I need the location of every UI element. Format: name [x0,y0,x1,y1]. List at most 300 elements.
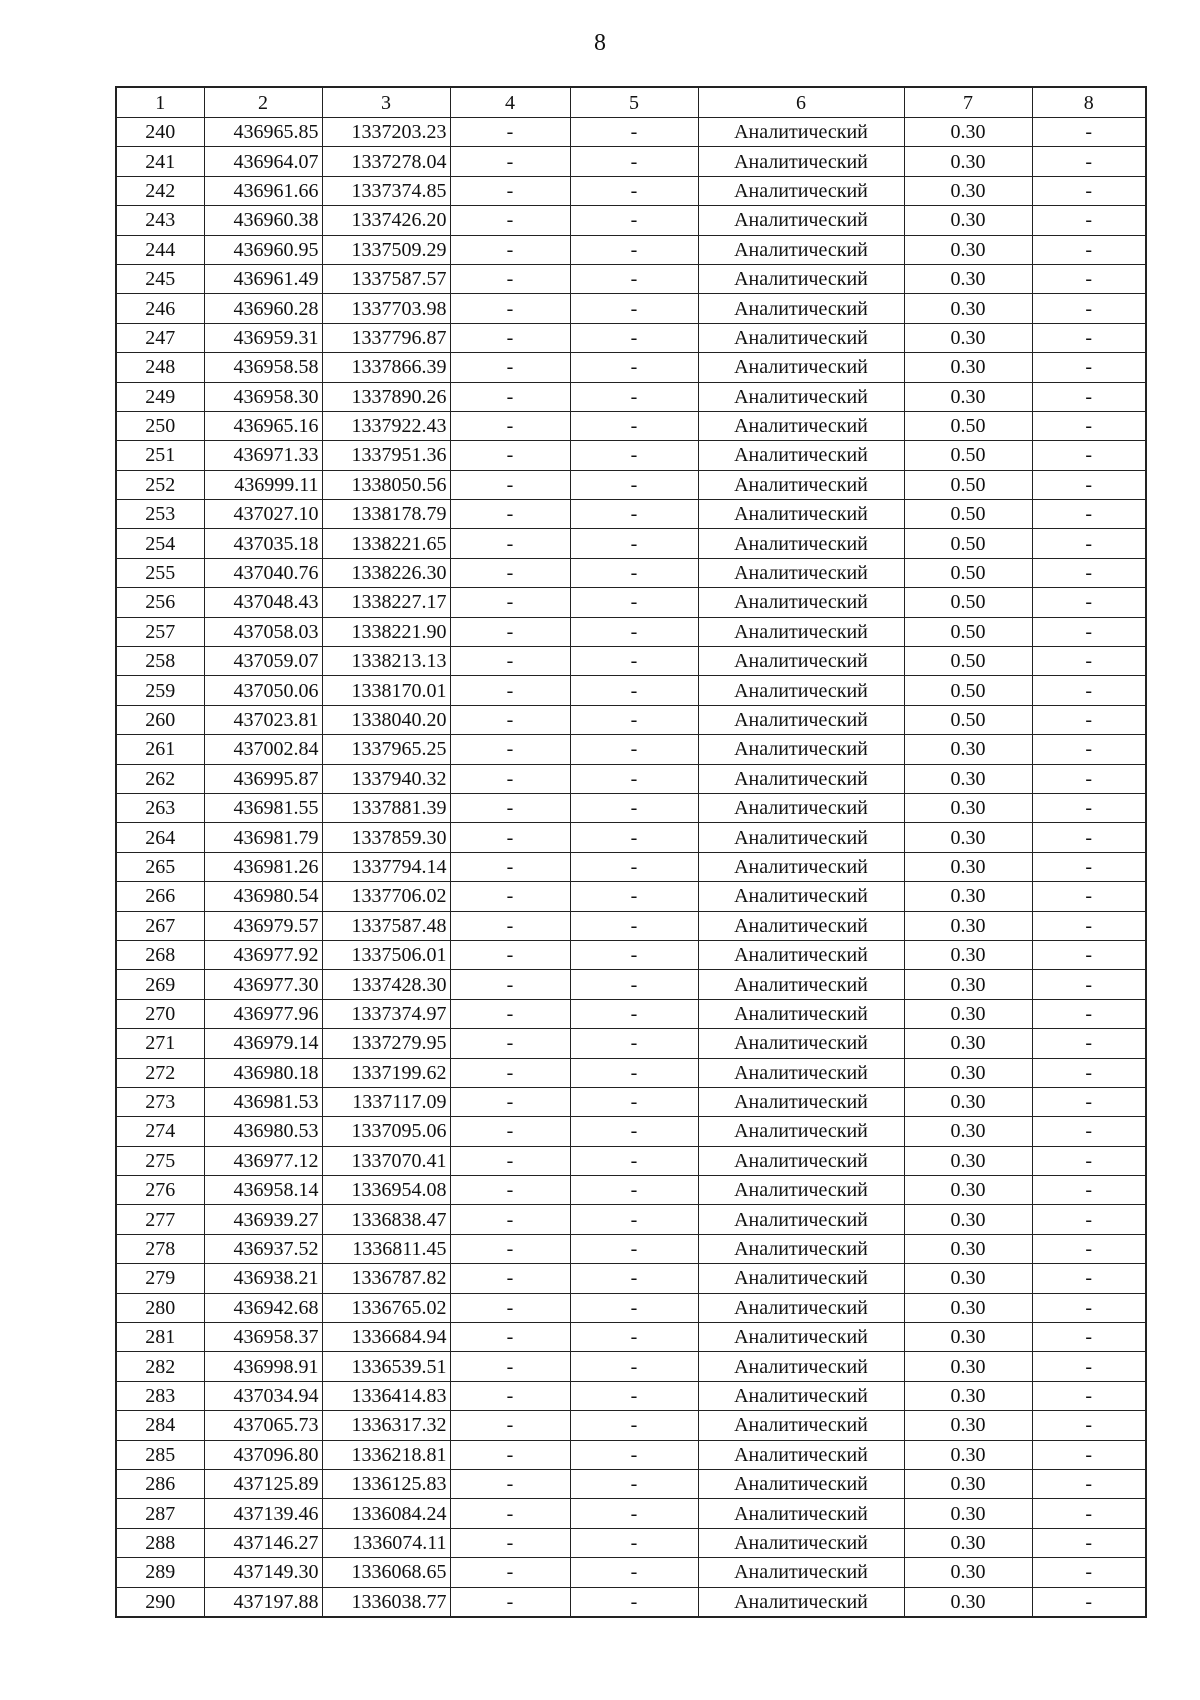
cell-col-5: - [570,676,698,705]
table-row [116,1528,1146,1557]
column-header-2: 2 [204,87,322,118]
cell-col-4: - [450,235,570,264]
cell-col-4: - [450,441,570,470]
cell-col-5: - [570,911,698,940]
cell-col-8: - [1032,558,1146,587]
cell-method: Аналитический [698,1440,904,1469]
table-row [116,353,1146,382]
cell-col-5: - [570,294,698,323]
cell-point-number: 252 [116,470,204,499]
cell-col-5: - [570,264,698,293]
cell-coord-y: 1336838.47 [322,1205,450,1234]
cell-point-number: 271 [116,1029,204,1058]
cell-method: Аналитический [698,235,904,264]
cell-method: Аналитический [698,1264,904,1293]
cell-method: Аналитический [698,470,904,499]
cell-coord-y: 1337922.43 [322,411,450,440]
cell-col-8: - [1032,823,1146,852]
cell-col-4: - [450,764,570,793]
column-header-1: 1 [116,87,204,118]
cell-coord-x: 437002.84 [204,735,322,764]
table-row [116,1558,1146,1587]
cell-accuracy: 0.50 [904,588,1032,617]
cell-col-5: - [570,353,698,382]
cell-method: Аналитический [698,764,904,793]
cell-coord-y: 1338221.65 [322,529,450,558]
cell-coord-y: 1337374.97 [322,999,450,1028]
cell-col-8: - [1032,529,1146,558]
cell-method: Аналитический [698,970,904,999]
cell-col-5: - [570,500,698,529]
cell-coord-x: 437048.43 [204,588,322,617]
cell-col-4: - [450,529,570,558]
cell-coord-y: 1336539.51 [322,1352,450,1381]
table-row [116,1440,1146,1469]
cell-point-number: 264 [116,823,204,852]
cell-col-8: - [1032,940,1146,969]
cell-point-number: 251 [116,441,204,470]
cell-coord-y: 1338040.20 [322,705,450,734]
cell-col-8: - [1032,1381,1146,1410]
cell-coord-y: 1338227.17 [322,588,450,617]
table-row [116,206,1146,235]
cell-coord-x: 436960.95 [204,235,322,264]
table-row [116,1029,1146,1058]
cell-col-8: - [1032,441,1146,470]
cell-accuracy: 0.50 [904,470,1032,499]
table-row [116,1117,1146,1146]
table-row [116,1087,1146,1116]
cell-coord-x: 436981.55 [204,793,322,822]
cell-method: Аналитический [698,1558,904,1587]
cell-point-number: 289 [116,1558,204,1587]
cell-accuracy: 0.30 [904,793,1032,822]
cell-col-4: - [450,294,570,323]
cell-col-5: - [570,323,698,352]
cell-col-5: - [570,970,698,999]
table-row [116,118,1146,147]
cell-coord-x: 436960.38 [204,206,322,235]
cell-col-8: - [1032,1176,1146,1205]
cell-point-number: 274 [116,1117,204,1146]
cell-col-4: - [450,1117,570,1146]
cell-col-5: - [570,823,698,852]
cell-coord-y: 1336068.65 [322,1558,450,1587]
cell-method: Аналитический [698,353,904,382]
cell-col-5: - [570,793,698,822]
cell-col-8: - [1032,1293,1146,1322]
cell-method: Аналитический [698,852,904,881]
cell-col-8: - [1032,1499,1146,1528]
cell-coord-x: 436980.18 [204,1058,322,1087]
cell-point-number: 283 [116,1381,204,1410]
cell-point-number: 262 [116,764,204,793]
cell-col-4: - [450,1293,570,1322]
cell-col-5: - [570,118,698,147]
cell-point-number: 276 [116,1176,204,1205]
cell-col-5: - [570,940,698,969]
cell-col-8: - [1032,235,1146,264]
cell-method: Аналитический [698,1323,904,1352]
cell-accuracy: 0.30 [904,1558,1032,1587]
table-row [116,1293,1146,1322]
cell-method: Аналитический [698,382,904,411]
cell-coord-y: 1336084.24 [322,1499,450,1528]
cell-coord-y: 1336414.83 [322,1381,450,1410]
cell-accuracy: 0.30 [904,1411,1032,1440]
cell-coord-x: 436964.07 [204,147,322,176]
cell-point-number: 242 [116,176,204,205]
cell-coord-x: 436965.16 [204,411,322,440]
cell-method: Аналитический [698,911,904,940]
column-header-3: 3 [322,87,450,118]
cell-col-5: - [570,411,698,440]
cell-col-4: - [450,911,570,940]
cell-col-8: - [1032,206,1146,235]
cell-accuracy: 0.30 [904,911,1032,940]
cell-method: Аналитический [698,705,904,734]
cell-col-4: - [450,118,570,147]
cell-accuracy: 0.30 [904,118,1032,147]
cell-accuracy: 0.30 [904,176,1032,205]
cell-accuracy: 0.50 [904,705,1032,734]
cell-accuracy: 0.30 [904,1499,1032,1528]
table-row [116,235,1146,264]
cell-col-4: - [450,1029,570,1058]
table-row [116,970,1146,999]
cell-col-4: - [450,1381,570,1410]
table-row [116,411,1146,440]
cell-accuracy: 0.30 [904,735,1032,764]
cell-coord-x: 436980.53 [204,1117,322,1146]
table-row [116,558,1146,587]
table-row [116,705,1146,734]
cell-accuracy: 0.30 [904,1440,1032,1469]
cell-accuracy: 0.30 [904,1176,1032,1205]
cell-coord-x: 436958.14 [204,1176,322,1205]
cell-coord-x: 436995.87 [204,764,322,793]
cell-point-number: 263 [116,793,204,822]
cell-col-4: - [450,735,570,764]
cell-coord-x: 436958.30 [204,382,322,411]
cell-point-number: 244 [116,235,204,264]
cell-point-number: 250 [116,411,204,440]
cell-col-4: - [450,323,570,352]
table-row [116,382,1146,411]
cell-col-4: - [450,617,570,646]
cell-col-4: - [450,1264,570,1293]
cell-col-5: - [570,1558,698,1587]
cell-accuracy: 0.50 [904,500,1032,529]
table-row [116,323,1146,352]
cell-coord-y: 1337587.48 [322,911,450,940]
table-row [116,647,1146,676]
cell-col-5: - [570,1146,698,1175]
cell-method: Аналитический [698,1087,904,1116]
cell-coord-y: 1337881.39 [322,793,450,822]
cell-coord-y: 1337117.09 [322,1087,450,1116]
table-row [116,764,1146,793]
cell-coord-y: 1336317.32 [322,1411,450,1440]
table-row [116,1176,1146,1205]
cell-accuracy: 0.30 [904,1587,1032,1617]
cell-col-8: - [1032,1087,1146,1116]
cell-method: Аналитический [698,323,904,352]
cell-col-8: - [1032,970,1146,999]
cell-point-number: 287 [116,1499,204,1528]
cell-point-number: 285 [116,1440,204,1469]
cell-col-4: - [450,647,570,676]
table-row [116,852,1146,881]
cell-coord-y: 1337703.98 [322,294,450,323]
table-row [116,1205,1146,1234]
table-row [116,1587,1146,1617]
cell-col-8: - [1032,1587,1146,1617]
cell-col-8: - [1032,118,1146,147]
cell-col-5: - [570,382,698,411]
cell-col-4: - [450,1499,570,1528]
cell-point-number: 261 [116,735,204,764]
table-row [116,793,1146,822]
cell-coord-x: 436999.11 [204,470,322,499]
table-row [116,470,1146,499]
cell-col-4: - [450,1146,570,1175]
cell-coord-y: 1337794.14 [322,852,450,881]
cell-col-8: - [1032,1469,1146,1498]
table-row [116,500,1146,529]
table-row [116,882,1146,911]
cell-coord-x: 436981.53 [204,1087,322,1116]
cell-coord-x: 436979.57 [204,911,322,940]
cell-accuracy: 0.30 [904,1381,1032,1410]
cell-coord-y: 1337095.06 [322,1117,450,1146]
cell-coord-x: 436979.14 [204,1029,322,1058]
cell-coord-x: 437040.76 [204,558,322,587]
cell-point-number: 273 [116,1087,204,1116]
cell-point-number: 270 [116,999,204,1028]
cell-method: Аналитический [698,617,904,646]
cell-point-number: 248 [116,353,204,382]
table-row [116,823,1146,852]
cell-point-number: 245 [116,264,204,293]
cell-col-8: - [1032,1558,1146,1587]
cell-coord-y: 1338050.56 [322,470,450,499]
cell-point-number: 290 [116,1587,204,1617]
cell-col-4: - [450,1587,570,1617]
cell-accuracy: 0.50 [904,441,1032,470]
cell-point-number: 275 [116,1146,204,1175]
cell-point-number: 243 [116,206,204,235]
cell-accuracy: 0.30 [904,235,1032,264]
cell-col-5: - [570,764,698,793]
cell-col-4: - [450,558,570,587]
cell-col-4: - [450,1411,570,1440]
table-header-row [116,87,1146,118]
cell-coord-y: 1337426.20 [322,206,450,235]
cell-col-5: - [570,1528,698,1557]
cell-coord-x: 437035.18 [204,529,322,558]
cell-accuracy: 0.30 [904,999,1032,1028]
cell-coord-y: 1337587.57 [322,264,450,293]
cell-col-8: - [1032,882,1146,911]
cell-coord-x: 437023.81 [204,705,322,734]
cell-col-4: - [450,411,570,440]
cell-method: Аналитический [698,529,904,558]
cell-coord-x: 437050.06 [204,676,322,705]
cell-method: Аналитический [698,588,904,617]
cell-col-8: - [1032,147,1146,176]
cell-method: Аналитический [698,294,904,323]
cell-method: Аналитический [698,647,904,676]
cell-point-number: 281 [116,1323,204,1352]
cell-coord-x: 436960.28 [204,294,322,323]
cell-col-4: - [450,1558,570,1587]
cell-col-8: - [1032,500,1146,529]
cell-accuracy: 0.30 [904,264,1032,293]
cell-coord-y: 1338226.30 [322,558,450,587]
cell-col-5: - [570,882,698,911]
cell-method: Аналитический [698,411,904,440]
cell-col-8: - [1032,323,1146,352]
cell-method: Аналитический [698,176,904,205]
cell-col-5: - [570,1587,698,1617]
column-header-6: 6 [698,87,904,118]
cell-method: Аналитический [698,1146,904,1175]
cell-method: Аналитический [698,735,904,764]
cell-method: Аналитический [698,1117,904,1146]
cell-method: Аналитический [698,1381,904,1410]
cell-method: Аналитический [698,1176,904,1205]
table-row [116,147,1146,176]
cell-col-8: - [1032,764,1146,793]
cell-coord-y: 1336218.81 [322,1440,450,1469]
cell-col-4: - [450,1528,570,1557]
cell-method: Аналитический [698,118,904,147]
cell-col-4: - [450,1352,570,1381]
cell-col-8: - [1032,1234,1146,1263]
cell-col-5: - [570,617,698,646]
cell-col-4: - [450,176,570,205]
cell-accuracy: 0.30 [904,147,1032,176]
cell-col-8: - [1032,1411,1146,1440]
cell-coord-x: 437096.80 [204,1440,322,1469]
cell-col-8: - [1032,1029,1146,1058]
cell-col-4: - [450,206,570,235]
cell-coord-x: 437139.46 [204,1499,322,1528]
cell-col-4: - [450,264,570,293]
cell-col-4: - [450,147,570,176]
cell-method: Аналитический [698,676,904,705]
column-header-5: 5 [570,87,698,118]
cell-coord-y: 1338213.13 [322,647,450,676]
cell-col-5: - [570,705,698,734]
cell-coord-y: 1337890.26 [322,382,450,411]
cell-col-4: - [450,1058,570,1087]
table-row [116,1058,1146,1087]
table-body [116,118,1146,1617]
cell-col-5: - [570,1176,698,1205]
cell-accuracy: 0.30 [904,1528,1032,1557]
cell-coord-x: 436977.92 [204,940,322,969]
cell-point-number: 241 [116,147,204,176]
table-row [116,1381,1146,1410]
cell-coord-x: 437034.94 [204,1381,322,1410]
cell-col-8: - [1032,647,1146,676]
table-row [116,176,1146,205]
cell-col-5: - [570,1440,698,1469]
cell-method: Аналитический [698,999,904,1028]
cell-point-number: 277 [116,1205,204,1234]
cell-coord-x: 437027.10 [204,500,322,529]
cell-col-8: - [1032,1205,1146,1234]
cell-col-5: - [570,647,698,676]
cell-col-5: - [570,1029,698,1058]
cell-coord-x: 436981.26 [204,852,322,881]
cell-method: Аналитический [698,1293,904,1322]
cell-col-8: - [1032,911,1146,940]
cell-col-5: - [570,1499,698,1528]
cell-accuracy: 0.30 [904,823,1032,852]
cell-col-5: - [570,1087,698,1116]
cell-col-8: - [1032,382,1146,411]
cell-coord-x: 437058.03 [204,617,322,646]
table-row [116,911,1146,940]
cell-col-5: - [570,1381,698,1410]
cell-col-8: - [1032,353,1146,382]
cell-col-5: - [570,735,698,764]
cell-col-4: - [450,676,570,705]
cell-col-5: - [570,588,698,617]
cell-method: Аналитический [698,1205,904,1234]
table-row [116,1264,1146,1293]
cell-coord-y: 1336787.82 [322,1264,450,1293]
cell-accuracy: 0.30 [904,1087,1032,1116]
cell-point-number: 247 [116,323,204,352]
cell-coord-y: 1337940.32 [322,764,450,793]
cell-point-number: 284 [116,1411,204,1440]
table-row [116,529,1146,558]
cell-col-5: - [570,235,698,264]
cell-point-number: 282 [116,1352,204,1381]
cell-point-number: 267 [116,911,204,940]
cell-col-4: - [450,1176,570,1205]
cell-method: Аналитический [698,1234,904,1263]
cell-coord-y: 1336038.77 [322,1587,450,1617]
cell-col-4: - [450,1205,570,1234]
cell-coord-x: 436958.58 [204,353,322,382]
cell-point-number: 265 [116,852,204,881]
cell-point-number: 256 [116,588,204,617]
cell-col-5: - [570,1058,698,1087]
cell-point-number: 280 [116,1293,204,1322]
table-row [116,1352,1146,1381]
cell-accuracy: 0.30 [904,882,1032,911]
cell-coord-y: 1337199.62 [322,1058,450,1087]
cell-col-4: - [450,470,570,499]
coordinates-table [115,86,1147,1618]
cell-col-8: - [1032,470,1146,499]
cell-col-8: - [1032,852,1146,881]
cell-point-number: 255 [116,558,204,587]
cell-accuracy: 0.30 [904,1234,1032,1263]
cell-accuracy: 0.30 [904,323,1032,352]
cell-coord-y: 1337866.39 [322,353,450,382]
cell-point-number: 288 [116,1528,204,1557]
cell-coord-x: 436961.66 [204,176,322,205]
cell-point-number: 240 [116,118,204,147]
cell-method: Аналитический [698,500,904,529]
cell-col-8: - [1032,1264,1146,1293]
